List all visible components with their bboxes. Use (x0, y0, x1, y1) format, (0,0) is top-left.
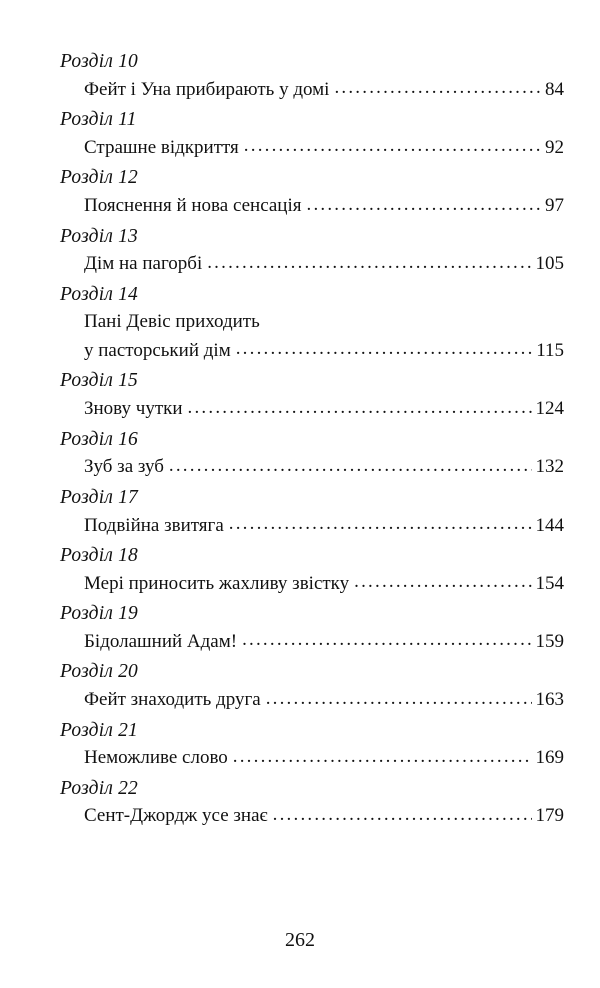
table-of-contents (52, 48, 564, 831)
chapter-title: Сент-Джордж усе знає (84, 805, 268, 827)
page-number: 154 (535, 572, 564, 594)
dot-leader (242, 637, 531, 656)
dot-leader (169, 463, 532, 482)
toc-entry (52, 717, 564, 773)
toc-entry (52, 106, 564, 162)
dot-leader (244, 143, 541, 162)
toc-entry (52, 48, 564, 104)
chapter-title: Пояснення й нова сенсація (84, 195, 302, 217)
chapter-label: Розділ 11 (60, 109, 137, 131)
dot-leader (266, 696, 532, 715)
chapter-label: Розділ 16 (60, 428, 139, 450)
chapter-title: Дім на пагорбі (84, 253, 203, 275)
dot-leader (229, 521, 532, 540)
toc-entry (52, 367, 564, 423)
chapter-title-row (52, 134, 564, 163)
chapter-title-continued: у пасторський дім (84, 339, 231, 361)
dot-leader (188, 405, 532, 424)
page-number: 92 (545, 136, 564, 158)
dot-leader (334, 85, 541, 104)
chapter-label: Розділ 20 (60, 661, 139, 683)
chapter-title: Зуб за зуб (84, 456, 164, 478)
chapter-label: Розділ 15 (60, 370, 139, 392)
dot-leader (307, 202, 542, 221)
toc-entry (52, 600, 564, 656)
chapter-title: Подвійна звитяга (84, 514, 224, 536)
chapter-title-row (52, 308, 564, 365)
chapter-title: Фейт і Уна прибирають у домі (84, 78, 330, 100)
chapter-title-row (52, 628, 564, 657)
chapter-label: Розділ 18 (60, 545, 139, 566)
chapter-label: Розділ 13 (60, 225, 139, 247)
chapter-title-row (52, 686, 564, 715)
page-number: 132 (535, 456, 564, 478)
page-number: 84 (545, 78, 564, 100)
chapter-title-row (52, 250, 564, 279)
page-number: 124 (535, 398, 564, 420)
toc-entry (52, 426, 564, 482)
chapter-title: Мері приносить жахливу звістку (84, 572, 350, 594)
dot-leader (354, 579, 531, 598)
chapter-title: Страшне відкриття (84, 136, 239, 158)
dot-leader (207, 260, 531, 279)
chapter-label: Розділ 22 (60, 777, 139, 799)
toc-entry (52, 775, 564, 831)
toc-entry (52, 484, 564, 540)
chapter-title-row (52, 744, 564, 773)
dot-leader (236, 346, 532, 365)
page-number: 105 (535, 253, 564, 275)
toc-entry (52, 164, 564, 220)
chapter-label: Розділ 17 (60, 486, 139, 508)
page-number: 163 (535, 689, 564, 711)
chapter-label: Розділ 19 (60, 603, 139, 625)
chapter-title: Неможливе слово (84, 747, 228, 769)
dot-leader (273, 812, 532, 831)
chapter-label: Розділ 14 (60, 283, 139, 305)
chapter-title: Фейт знаходить друга (84, 689, 261, 711)
toc-entry (52, 658, 564, 714)
chapter-title: Бідолашний Адам! (84, 630, 238, 652)
chapter-title-row (52, 76, 564, 105)
chapter-title-row (52, 453, 564, 482)
toc-entry (52, 281, 564, 366)
chapter-title-row (52, 395, 564, 424)
chapter-title-row (52, 192, 564, 221)
chapter-label: Розділ 21 (60, 719, 139, 741)
page-number: 144 (535, 514, 564, 536)
toc-entry (52, 542, 564, 598)
toc-entry (52, 223, 564, 279)
page-number: 115 (536, 339, 564, 361)
folio-number: 262 (285, 929, 315, 951)
page-number: 179 (535, 805, 564, 827)
chapter-label: Розділ 10 (60, 51, 139, 72)
dot-leader (233, 754, 532, 773)
chapter-title-row (52, 802, 564, 831)
chapter-title: Пані Девіс приходить (84, 311, 260, 333)
chapter-title-row (52, 512, 564, 541)
chapter-title-row (52, 570, 564, 599)
chapter-label: Розділ 12 (60, 167, 139, 189)
page-number: 169 (535, 747, 564, 769)
page-number: 159 (535, 630, 564, 652)
chapter-title: Знову чутки (84, 398, 183, 420)
page-number: 97 (545, 195, 564, 217)
